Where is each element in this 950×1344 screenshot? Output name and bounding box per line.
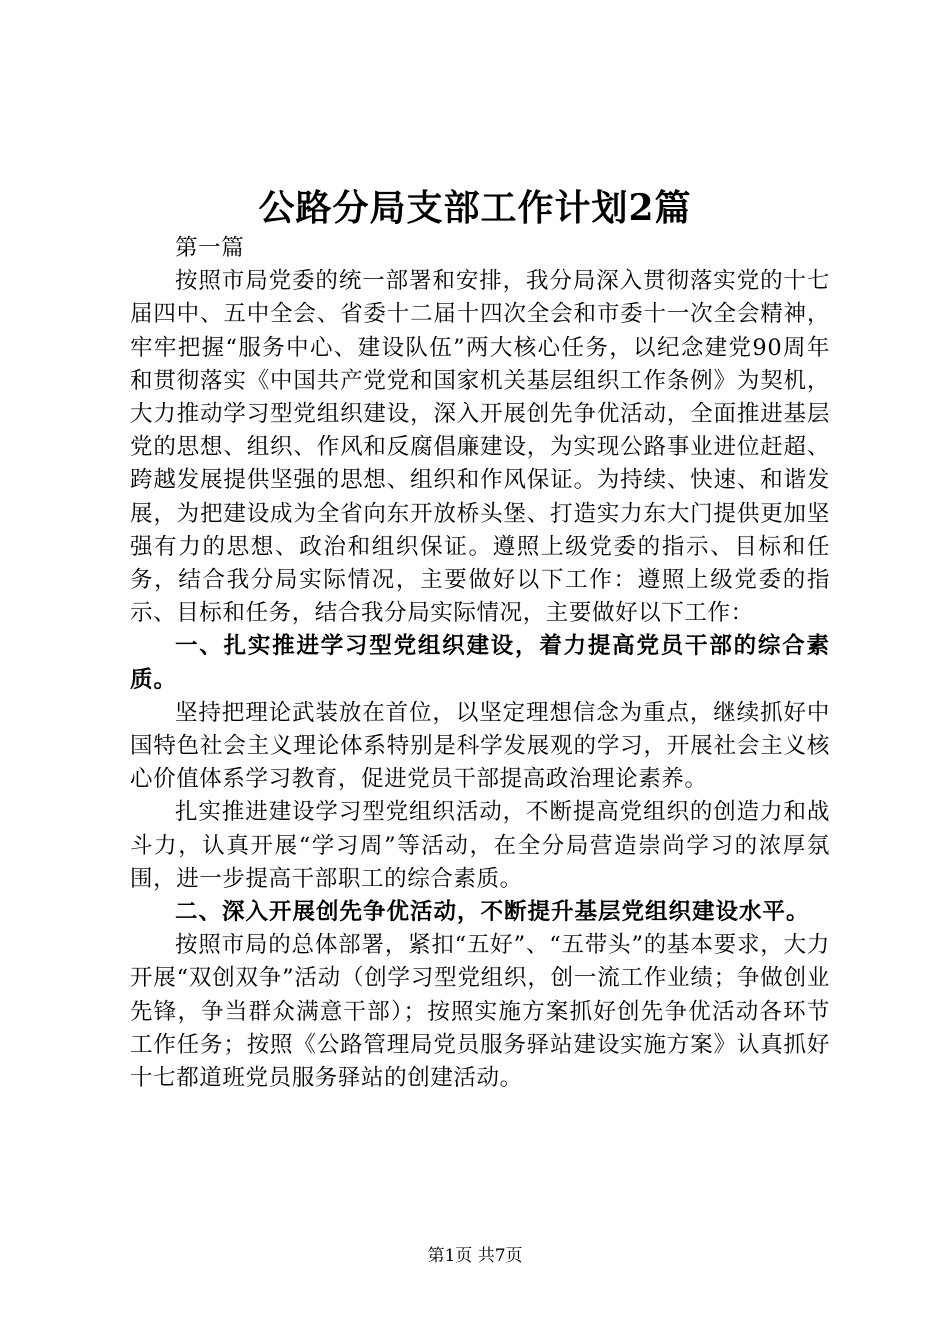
document-title: 公路分局支部工作计划2篇 — [258, 187, 692, 229]
paragraph-section-label: 第一篇 — [175, 235, 245, 261]
section-heading-2: 二、深入开展创先争优活动，不断提升基层党组织建设水平。 — [175, 899, 810, 926]
document-body — [130, 232, 830, 1095]
paragraph-intro: 按照市局党委的统一部署和安排，我分局深入贯彻落实党的十七届四中、五中全会、省委十二届十四次全会和市委十一次全会精神，牢牢把握“服务中心、建设队伍”两大核心任务，以纪念建党90周年和贯彻落实《中国共产党党和国家机关基层组织工作条例》为契机，大力推动学习型党组织建设，深入开展创先争优活动，全面推进基层党的思想、组织、作风和反腐倡廉建设，为实现公路事业进位赶超、跨越发展提供坚强的思想、组织和作风保证。为持续、快速、和谐发展，为把建设成为全省向东开放桥头堡、打造实力东大门提供更加坚强有力的思想、政治和组织保证。遵照上级党委的指示、目标和任务，结合我分局实际情况，主要做好以下工作：遵照上级党委的指示、目标和任务，结合我分局实际情况，主要做好以下工作： — [130, 268, 830, 627]
paragraph-excellence-campaign: 按照市局的总体部署，紧扣“五好”、“五带头”的基本要求，大力开展“双创双争”活动（创学习型党组织，创一流工作业绩；争做创业先锋，争当群众满意干部）；按照实施方案抓好创先争优活动各环节工作任务；按照《公路管理局党员服务驿站建设实施方案》认真抓好十七都道班党员服务驿站的创建活动。 — [130, 932, 830, 1092]
paragraph-learning-organization: 扎实推进建设学习型党组织活动，不断提高党组织的创造力和战斗力，认真开展“学习周”等活动，在全分局营造崇尚学习的浓厚氛围，进一步提高干部职工的综合素质。 — [130, 799, 830, 892]
section-heading-1: 一、扎实推进学习型党组织建设，着力提高党员干部的综合素质。 — [130, 633, 830, 693]
page-footer: 第1页 共7页 — [427, 1246, 523, 1266]
paragraph-theory-study: 坚持把理论武装放在首位，以坚定理想信念为重点，继续抓好中国特色社会主义理论体系特别是科学发展观的学习，开展社会主义核心价值体系学习教育，促进党员干部提高政治理论素养。 — [130, 699, 830, 793]
